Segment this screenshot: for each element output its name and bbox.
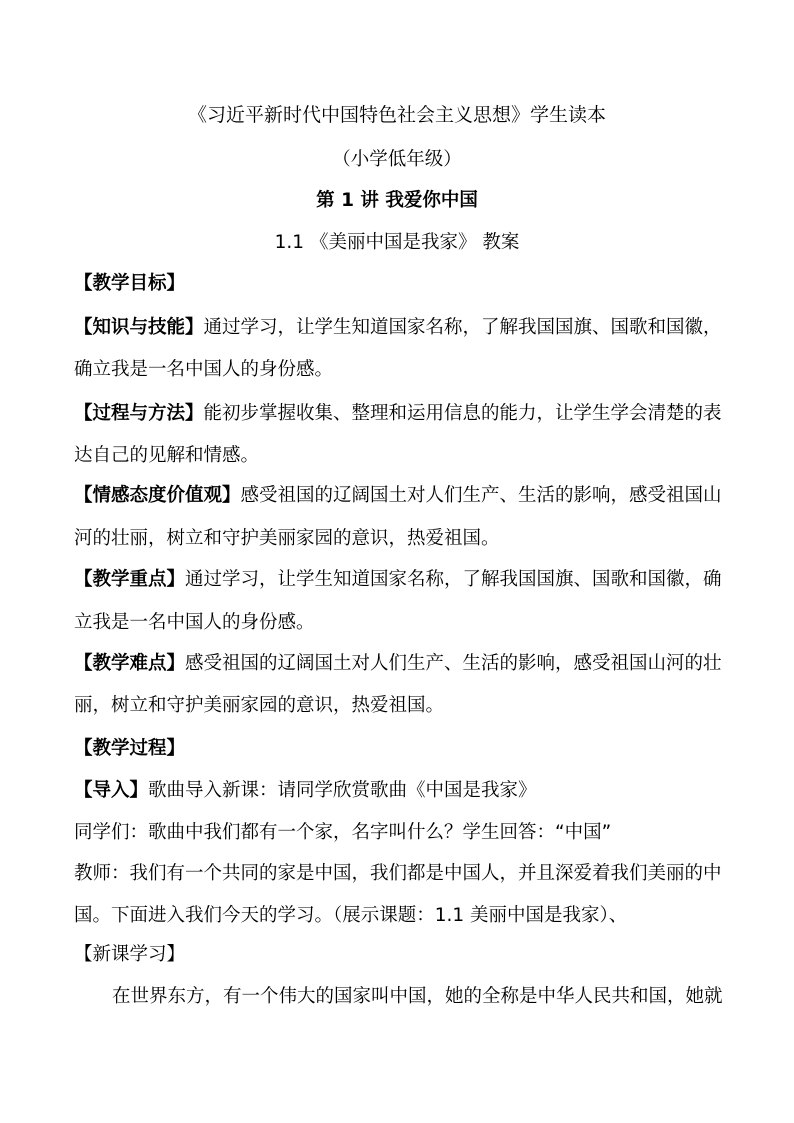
lecture-title: 第 1 讲 我爱你中国 bbox=[316, 190, 478, 211]
emotion-text-line1: 感受祖国的辽阔国土对人们生产、生活的影响，感受祖国山 bbox=[240, 485, 722, 506]
teacher-text-line1: 教师：我们有一个共同的家是中国，我们都是中国人，并且深爱着我们美丽的中 bbox=[74, 863, 722, 884]
knowledge-label: 【知识与技能】 bbox=[74, 317, 204, 338]
process-label: 【过程与方法】 bbox=[74, 403, 204, 424]
lesson-title: 1.1 《美丽中国是我家》 教案 bbox=[274, 232, 520, 253]
intro-label: 【导入】 bbox=[74, 780, 149, 801]
intro-paragraph bbox=[74, 779, 537, 803]
difficulty-paragraph-line1 bbox=[74, 652, 722, 676]
key-point-label: 【教学重点】 bbox=[74, 569, 186, 590]
key-point-text-line2: 立我是一名中国人的身份感。 bbox=[74, 612, 315, 633]
document-subtitle: （小学低年级） bbox=[332, 149, 462, 170]
process-heading: 【教学过程】 bbox=[74, 738, 186, 759]
knowledge-text-line1: 通过学习，让学生知道国家名称，了解我国国旗、国歌和国徽， bbox=[203, 317, 722, 338]
knowledge-paragraph-line1 bbox=[74, 316, 722, 340]
intro-text: 歌曲导入新课：请同学欣赏歌曲《中国是我家》 bbox=[148, 780, 537, 801]
difficulty-text-line1: 感受祖国的辽阔国土对人们生产、生活的影响，感受祖国山河的壮 bbox=[185, 653, 722, 674]
process-text-line2: 达自己的见解和情感。 bbox=[74, 445, 260, 466]
objectives-heading: 【教学目标】 bbox=[74, 273, 186, 294]
process-paragraph-line1 bbox=[74, 402, 722, 426]
process-text-line1: 能初步掌握收集、整理和运用信息的能力，让学生学会清楚的表 bbox=[203, 403, 722, 424]
students-line: 同学们：歌曲中我们都有一个家，名字叫什么？学生回答：“中国” bbox=[74, 822, 612, 843]
difficulty-text-line2: 丽，树立和守护美丽家园的意识，热爱祖国。 bbox=[74, 695, 445, 716]
document-title: 《习近平新时代中国特色社会主义思想》学生读本 bbox=[187, 104, 606, 126]
knowledge-text-line2: 确立我是一名中国人的身份感。 bbox=[74, 359, 334, 380]
emotion-text-line2: 河的壮丽，树立和守护美丽家园的意识，热爱祖国。 bbox=[74, 528, 500, 549]
key-point-paragraph-line1 bbox=[74, 568, 722, 592]
emotion-paragraph-line1 bbox=[74, 484, 722, 508]
difficulty-label: 【教学难点】 bbox=[74, 653, 186, 674]
key-point-text-line1: 通过学习，让学生知道国家名称，了解我国国旗、国歌和国徽，确 bbox=[185, 569, 722, 590]
teacher-text-line2: 国。下面进入我们今天的学习。（展示课题：1.1 美丽中国是我家）、 bbox=[74, 905, 628, 926]
emotion-label: 【情感态度价值观】 bbox=[74, 485, 241, 506]
new-lesson-text-line1: 在世界东方，有一个伟大的国家叫中国，她的全称是中华人民共和国，她就 bbox=[112, 986, 723, 1007]
new-lesson-heading: 【新课学习】 bbox=[74, 944, 186, 965]
